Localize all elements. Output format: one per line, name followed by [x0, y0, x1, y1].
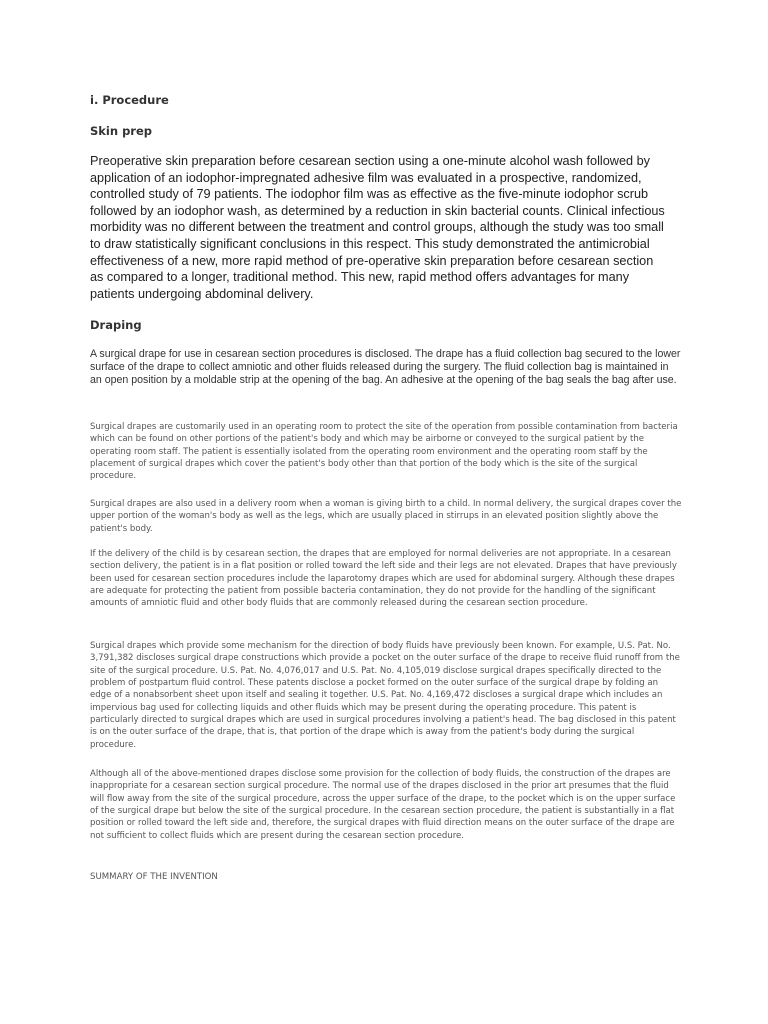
- draping-heading: Draping: [90, 318, 142, 332]
- draping-abstract: A surgical drape for use in cesarean section procedures is disclosed. The drape has a fluid collection bag secured to the lower surface of the drape to collect amniotic and other fluids released during the surgery. The fluid collection bag is maintained in an open position by a moldable strip at the opening of the bag. An adhesive at the opening of the bag seals the bag after use.: [90, 348, 681, 387]
- skin-prep-heading: Skin prep: [90, 124, 152, 138]
- summary-of-invention-label: SUMMARY OF THE INVENTION: [90, 872, 218, 882]
- skin-prep-paragraph: Preoperative skin preparation before cesarean section using a one-minute alcohol wash followed by application of an iodophor-impregnated adhesive film was evaluated in a prospective, randomized, controlled study of 79 patients. The iodophor film was as effective as the five-minute iodophor scrub followed by an iodophor wash, as determined by a reduction in skin bacterial counts. Clinical infectious morbidity was no different between the treatment and control groups, although the study was too small to draw statistically significant conclusions in this respect. This study demonstrated the antimicrobial effectiveness of a new, more rapid method of pre-operative skin preparation before cesarean section as compared to a longer, traditional method. This new, rapid method offers advantages for many patients undergoing abdominal delivery.: [90, 154, 665, 301]
- procedure-heading: i. Procedure: [90, 93, 169, 107]
- draping-paragraph-3: If the delivery of the child is by cesarean section, the drapes that are employed for normal deliveries are not appropriate. In a cesarean section delivery, the patient is in a flat position or rolled toward the left side and their legs are not elevated. Drapes that have previously been used for cesarean section procedures include the laparotomy drapes which are used for abdominal surgery. Although these drapes are adequate for protecting the patient from possible bacteria contamination, they do not provide for the handling of the significant amounts of amniotic fluid and other body fluids that are commonly released during the cesarean section procedure.: [90, 549, 677, 609]
- draping-paragraph-5: Although all of the above-mentioned drapes disclose some provision for the collection of body fluids, the construction of the drapes are inappropriate for a cesarean section surgical procedure. The normal use of the drapes disclosed in the prior art presumes that the fluid will flow away from the site of the surgical procedure, across the upper surface of the drape, to the pocket which is on the upper surface of the surgical drape but below the site of the surgical procedure. In the cesarean section procedure, the patient is substantially in a flat position or rolled toward the left side and, therefore, the surgical drapes with fluid direction means on the outer surface of the drape are not sufficient to collect fluids which are present during the cesarean section procedure.: [90, 769, 676, 841]
- draping-paragraph-4: Surgical drapes which provide some mechanism for the direction of body fluids have previously been known. For example, U.S. Pat. No. 3,791,382 discloses surgical drape constructions which provide a pocket on the outer surface of the drape to receive fluid runoff from the site of the surgical procedure. U.S. Pat. No. 4,076,017 and U.S. Pat. No. 4,105,019 disclose surgical drapes specifically directed to the problem of postpartum fluid control. These patents disclose a pocket formed on the outer surface of the surgical drape by folding an edge of a nonabsorbent sheet upon itself and sealing it together. U.S. Pat. No. 4,169,472 discloses a surgical drape which includes an impervious bag used for collecting liquids and other fluids which may be present during the operating procedure. This patent is particularly directed to surgical drapes which are used in surgical procedures involving a patient's head. The bag disclosed in this patent is on the outer surface of the drape, that is, that portion of the drape which is away from the patient's body during the surgical procedure.: [90, 641, 680, 750]
- draping-paragraph-1: Surgical drapes are customarily used in an operating room to protect the site of the operation from possible contamination from bacteria which can be found on other portions of the patient's body and which may be airborne or conveyed to the surgical patient by the operating room staff. The patient is essentially isolated from the operating room environment and the operating room staff by the placement of surgical drapes which cover the patient's body other than that portion of the body which is the site of the surgical procedure.: [90, 422, 678, 482]
- draping-paragraph-2: Surgical drapes are also used in a delivery room when a woman is giving birth to a child. In normal delivery, the surgical drapes cover the upper portion of the woman's body as well as the legs, which are usually placed in stirrups in an elevated position slightly above the patient's body.: [90, 499, 682, 534]
